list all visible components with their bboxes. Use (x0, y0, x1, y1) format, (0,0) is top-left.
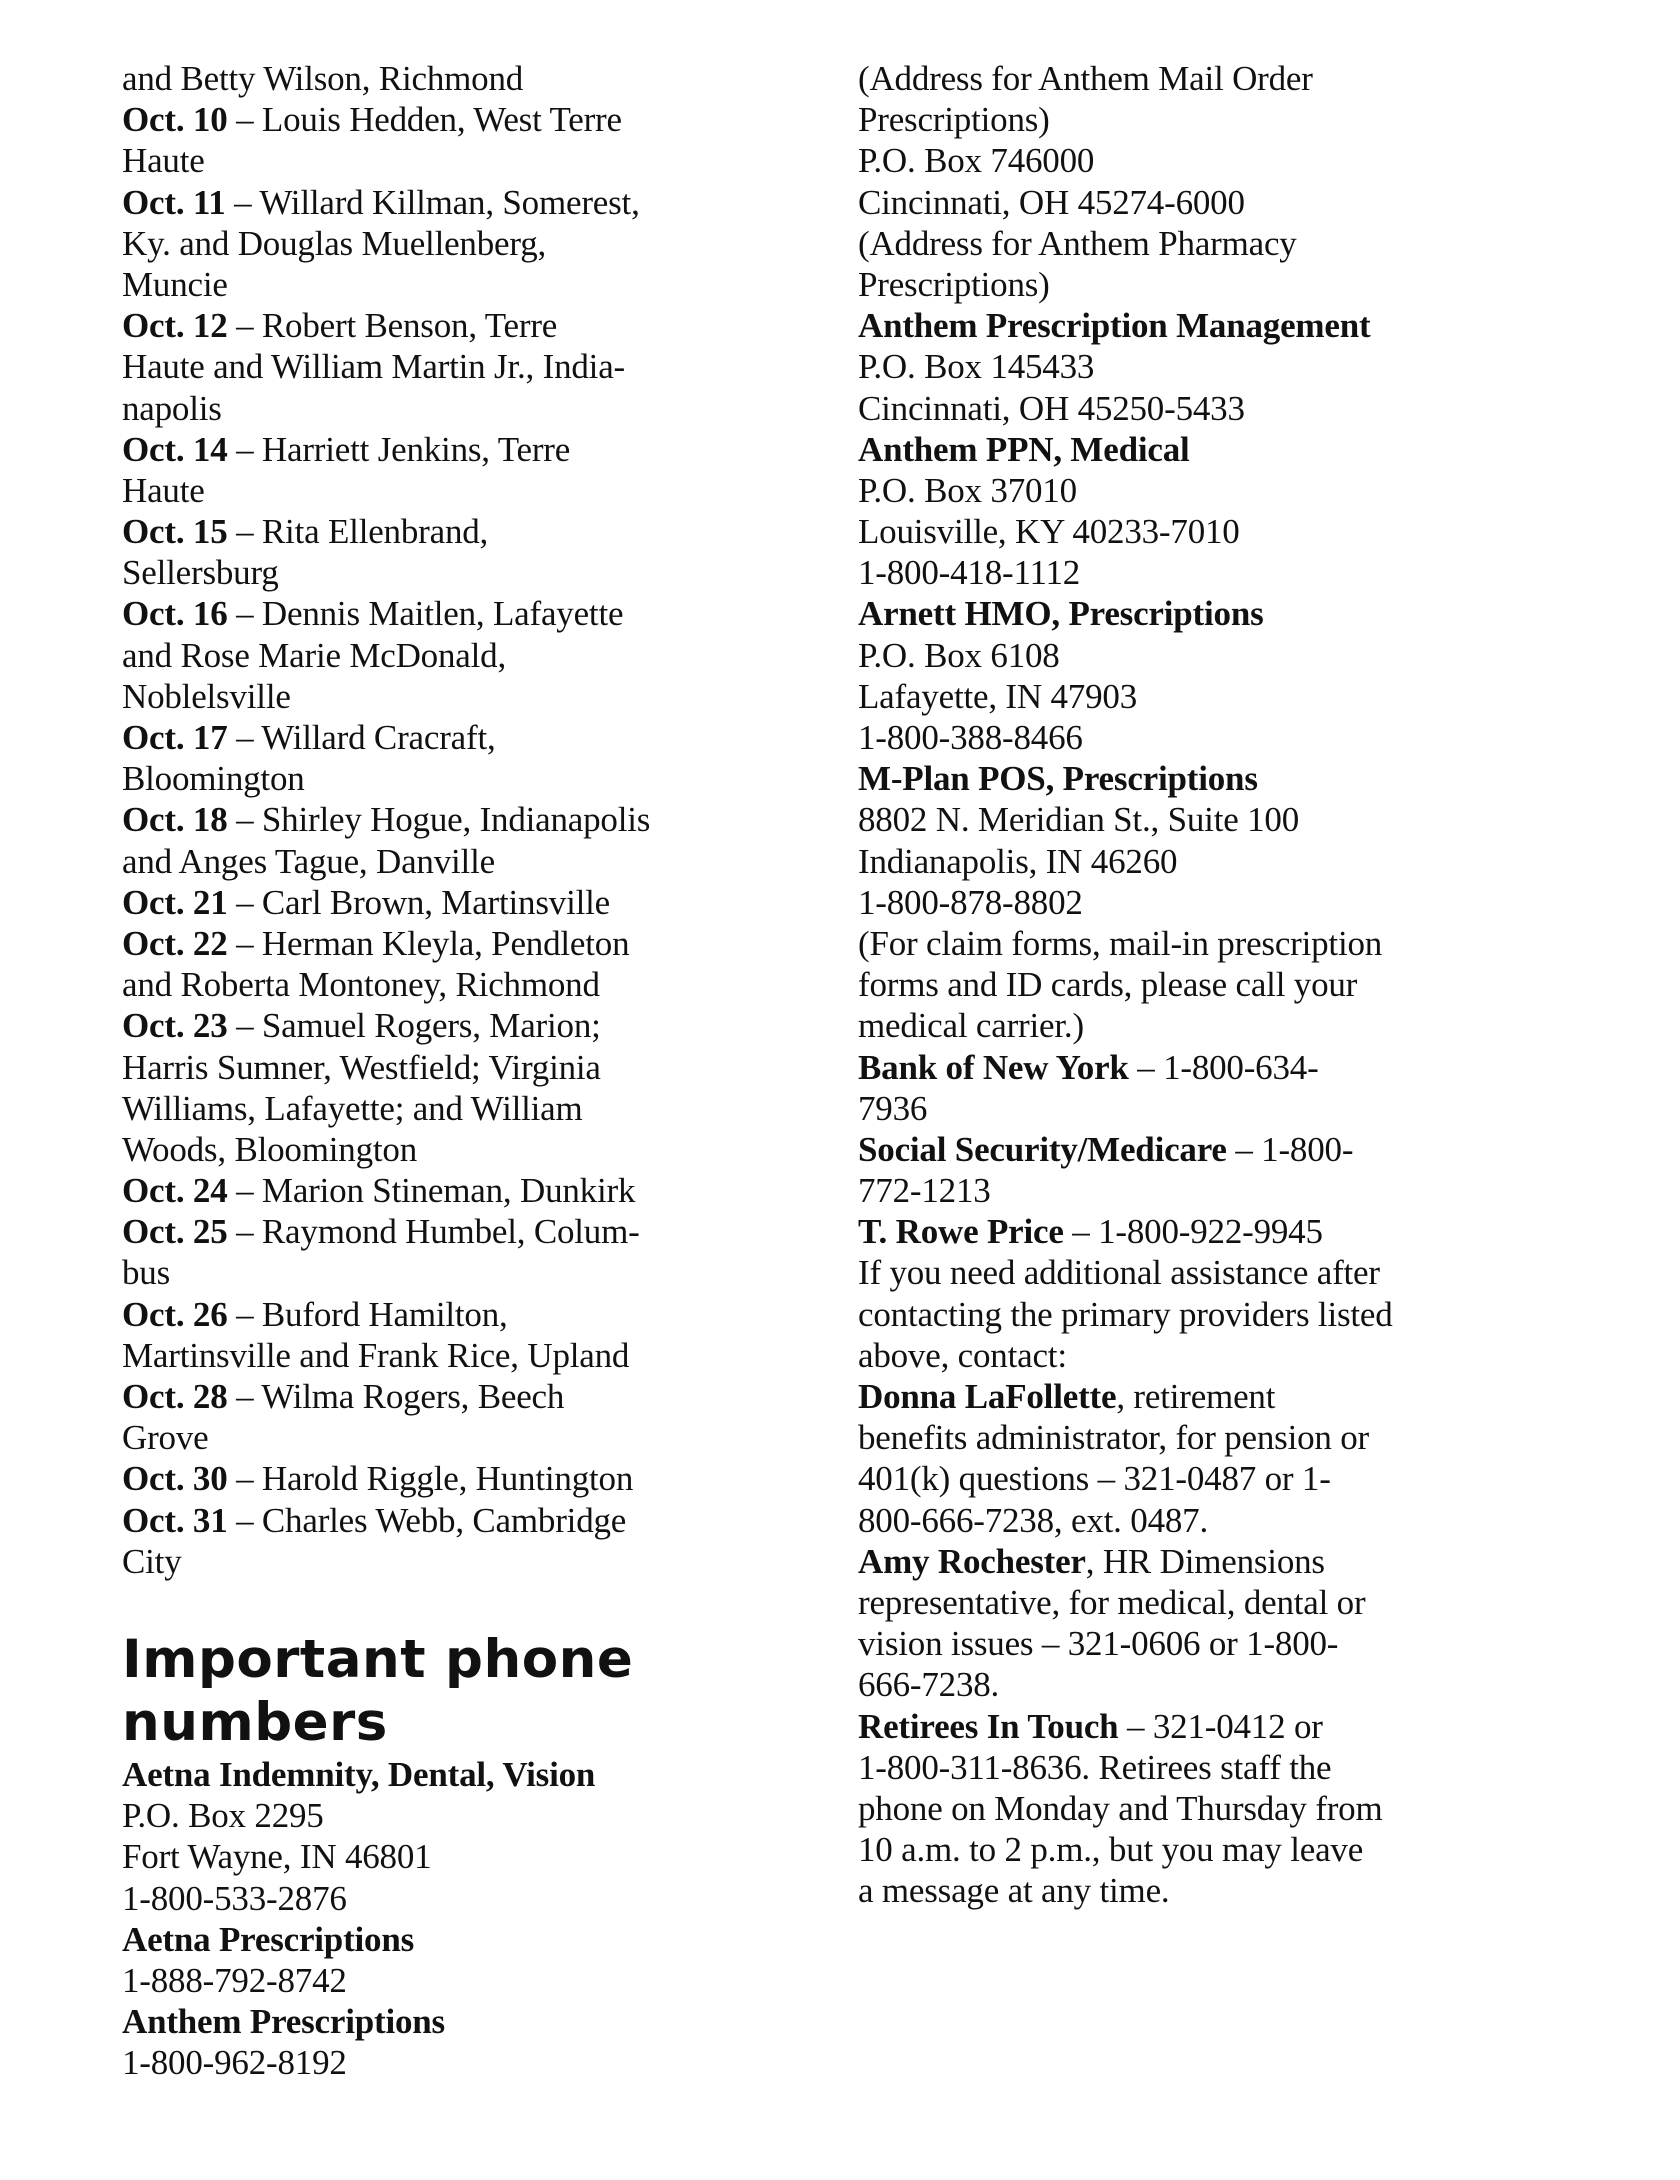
text-span: – Shirley Hogue, Indianapolis (227, 800, 651, 840)
bold-label: Bank of New York (858, 1047, 1129, 1087)
text-span: 1-800-311-8636. Retirees staff the (858, 1747, 1332, 1787)
text-span: 401(k) questions – 321-0487 or 1- (858, 1459, 1331, 1499)
text-line (122, 1376, 822, 1417)
text-line (858, 1170, 1578, 1211)
text-line (122, 1500, 822, 1541)
text-line (122, 717, 822, 758)
text-span: – Marion Stineman, Dunkirk (227, 1171, 636, 1211)
text-line (858, 182, 1578, 223)
text-span: 8802 N. Meridian St., Suite 100 (858, 800, 1300, 840)
text-line (122, 552, 822, 593)
phone-list-left (122, 1754, 822, 2084)
text-span: forms and ID cards, please call your (858, 965, 1358, 1005)
text-span: Prescriptions) (858, 264, 1050, 304)
bold-label: Anthem PPN, Medical (858, 429, 1190, 469)
bold-label: Oct. 30 (122, 1459, 228, 1499)
text-line (858, 1623, 1578, 1664)
bold-label: Oct. 10 (122, 100, 228, 140)
text-line (122, 1211, 822, 1252)
text-line (122, 841, 822, 882)
text-line (858, 1541, 1578, 1582)
text-span: 1-800-962-8192 (122, 2043, 347, 2083)
right-column (858, 58, 1578, 1911)
text-span: If you need additional assistance after (858, 1253, 1380, 1293)
text-span: vision issues – 321-0606 or 1-800- (858, 1624, 1339, 1664)
text-span: 1-800-418-1112 (858, 553, 1081, 593)
text-span: – Harriett Jenkins, Terre (227, 429, 571, 469)
text-line (858, 1788, 1578, 1829)
bold-label: Anthem Prescription Management (858, 306, 1371, 346)
text-span: representative, for medical, dental or (858, 1582, 1366, 1622)
text-line (122, 1960, 822, 2001)
text-span: and Roberta Montoney, Richmond (122, 965, 600, 1005)
text-span: , retirement (1116, 1377, 1276, 1416)
text-line (122, 223, 822, 264)
text-span: Grove (122, 1418, 209, 1458)
text-line (122, 1754, 822, 1795)
text-line (858, 223, 1578, 264)
text-line (858, 1005, 1578, 1046)
text-span: Williams, Lafayette; and William (122, 1088, 583, 1128)
text-line (858, 964, 1578, 1005)
text-line (122, 799, 822, 840)
text-span: – Carl Brown, Martinsville (227, 882, 610, 922)
bold-label: Oct. 15 (122, 512, 228, 552)
text-line (858, 1870, 1578, 1911)
bold-label: Anthem Prescriptions (122, 2002, 445, 2042)
text-line (122, 882, 822, 923)
text-line (858, 264, 1578, 305)
text-line (122, 1294, 822, 1335)
text-span: – Wilma Rogers, Beech (227, 1377, 565, 1416)
text-line (122, 758, 822, 799)
text-line (122, 58, 822, 99)
text-line (122, 388, 822, 429)
text-span: City (122, 1541, 182, 1581)
text-span: contacting the primary providers listed (858, 1294, 1393, 1334)
text-span: – Raymond Humbel, Colum- (227, 1212, 640, 1252)
bold-label: Oct. 16 (122, 594, 228, 634)
text-span: Noblelsville (122, 676, 291, 716)
text-line (858, 635, 1578, 676)
text-span: 666-7238. (858, 1665, 1000, 1705)
text-span: – Robert Benson, Terre (227, 306, 558, 346)
text-line (122, 1088, 822, 1129)
text-line (858, 1458, 1578, 1499)
bold-label: T. Rowe Price (858, 1212, 1064, 1252)
text-span: – Charles Webb, Cambridge (227, 1500, 627, 1540)
text-line (858, 1500, 1578, 1541)
text-span: Ky. and Douglas Muellenberg, (122, 223, 547, 263)
text-line (858, 305, 1578, 346)
phone-list-right (858, 58, 1578, 1911)
bold-label: Oct. 26 (122, 1294, 228, 1334)
text-line (122, 470, 822, 511)
birthday-list (122, 58, 822, 1582)
text-line (122, 346, 822, 387)
bold-label: Retirees In Touch (858, 1706, 1119, 1746)
bold-label: Oct. 17 (122, 718, 228, 757)
text-line (858, 1582, 1578, 1623)
bold-label: Oct. 25 (122, 1212, 228, 1252)
text-line (122, 429, 822, 470)
section-heading (122, 1628, 822, 1754)
text-span: – Willard Killman, Somerest, (225, 182, 640, 222)
text-line (858, 1335, 1578, 1376)
bold-label: Arnett HMO, Prescriptions (858, 594, 1264, 634)
text-span: (For claim forms, mail-in prescription (858, 923, 1383, 963)
text-line (858, 1829, 1578, 1870)
text-span: Harris Sumner, Westfield; Virginia (122, 1047, 601, 1087)
text-span: – Rita Ellenbrand, (227, 512, 489, 552)
text-span: Muncie (122, 264, 228, 304)
text-line (122, 635, 822, 676)
text-line (122, 1458, 822, 1499)
text-line (858, 758, 1578, 799)
text-span: Bloomington (122, 759, 305, 799)
text-span: Haute (122, 141, 205, 181)
bold-label: Oct. 23 (122, 1006, 228, 1046)
text-line (858, 99, 1578, 140)
bold-label: M-Plan POS, Prescriptions (858, 759, 1258, 799)
text-span: 772-1213 (858, 1171, 991, 1211)
bold-label: Oct. 31 (122, 1500, 228, 1540)
text-span: Prescriptions) (858, 100, 1050, 140)
text-line (858, 1252, 1578, 1293)
text-line (858, 799, 1578, 840)
text-span: – 1-800- (1226, 1129, 1354, 1169)
text-span: (Address for Anthem Mail Order (858, 59, 1313, 98)
text-span: benefits administrator, for pension or (858, 1418, 1370, 1458)
text-span: – Buford Hamilton, (227, 1294, 508, 1334)
text-line (122, 1005, 822, 1046)
text-line (122, 1047, 822, 1088)
text-span: Louisville, KY 40233-7010 (858, 512, 1240, 552)
text-span: – Dennis Maitlen, Lafayette (227, 594, 624, 634)
text-span: P.O. Box 145433 (858, 347, 1095, 387)
text-span: Lafayette, IN 47903 (858, 676, 1138, 716)
text-line (122, 182, 822, 223)
text-line (858, 429, 1578, 470)
text-line (858, 1376, 1578, 1417)
text-line (122, 964, 822, 1005)
text-line (122, 2001, 822, 2042)
text-line (122, 593, 822, 634)
text-line (122, 1335, 822, 1376)
text-span: – 321-0412 or (1118, 1706, 1323, 1746)
text-span: bus (122, 1253, 171, 1293)
text-line (858, 140, 1578, 181)
text-span: P.O. Box 2295 (122, 1796, 324, 1836)
text-span: , HR Dimensions (1085, 1541, 1325, 1581)
text-span: P.O. Box 746000 (858, 141, 1095, 181)
text-span: – Louis Hedden, West Terre (227, 100, 622, 140)
text-line (858, 593, 1578, 634)
bold-label: Oct. 21 (122, 882, 228, 922)
text-span: above, contact: (858, 1335, 1067, 1375)
bold-label: Aetna Indemnity, Dental, Vision (122, 1754, 596, 1794)
text-line (122, 99, 822, 140)
text-span: 1-800-878-8802 (858, 882, 1083, 922)
text-line (858, 1294, 1578, 1335)
text-line (858, 1747, 1578, 1788)
text-line (858, 511, 1578, 552)
bold-label: Oct. 11 (122, 182, 226, 222)
text-line (122, 1919, 822, 1960)
text-line (858, 841, 1578, 882)
text-span: Haute and William Martin Jr., India- (122, 347, 625, 387)
left-column (122, 58, 822, 2083)
text-line (858, 676, 1578, 717)
text-span: Fort Wayne, IN 46801 (122, 1837, 432, 1877)
bold-label: Oct. 24 (122, 1171, 228, 1211)
text-line (858, 552, 1578, 593)
text-span: and Betty Wilson, Richmond (122, 59, 524, 98)
text-span: (Address for Anthem Pharmacy (858, 223, 1297, 263)
text-span: P.O. Box 6108 (858, 635, 1060, 675)
text-line (122, 264, 822, 305)
text-span: – 1-800-634- (1128, 1047, 1319, 1087)
text-span: phone on Monday and Thursday from (858, 1788, 1383, 1828)
text-span: 7936 (858, 1088, 928, 1128)
text-line (858, 923, 1578, 964)
text-line (858, 717, 1578, 758)
bold-label: Oct. 28 (122, 1377, 228, 1416)
text-line (122, 923, 822, 964)
text-span: – Herman Kleyla, Pendleton (227, 923, 630, 963)
text-span: P.O. Box 37010 (858, 470, 1077, 510)
text-span: – Samuel Rogers, Marion; (227, 1006, 601, 1046)
heading-line-2: numbers (122, 1691, 388, 1753)
text-line (122, 1795, 822, 1836)
text-span: 10 a.m. to 2 p.m., but you may leave (858, 1830, 1364, 1870)
text-span: Cincinnati, OH 45274-6000 (858, 182, 1245, 222)
text-span: – 1-800-922-9945 (1063, 1212, 1323, 1252)
text-line (122, 1252, 822, 1293)
text-span: a message at any time. (858, 1871, 1170, 1911)
bold-label: Oct. 14 (122, 429, 228, 469)
text-line (858, 1664, 1578, 1705)
text-line (858, 1706, 1578, 1747)
text-line (122, 1129, 822, 1170)
text-line (858, 1129, 1578, 1170)
text-span: 1-800-388-8466 (858, 718, 1083, 757)
text-line (122, 2042, 822, 2083)
text-span: 1-888-792-8742 (122, 1960, 347, 2000)
text-line (858, 470, 1578, 511)
text-line (858, 1211, 1578, 1252)
text-span: Woods, Bloomington (122, 1129, 417, 1169)
text-line (122, 1541, 822, 1582)
text-span: Indianapolis, IN 46260 (858, 841, 1178, 881)
text-line (858, 882, 1578, 923)
text-line (122, 140, 822, 181)
text-line (122, 511, 822, 552)
bold-label: Social Security/Medicare (858, 1129, 1227, 1169)
bold-label: Oct. 18 (122, 800, 228, 840)
bold-label: Oct. 22 (122, 923, 228, 963)
text-span: 800-666-7238, ext. 0487. (858, 1500, 1209, 1540)
bold-label: Donna LaFollette (858, 1377, 1117, 1416)
bold-label: Aetna Prescriptions (122, 1919, 415, 1959)
text-span: – Willard Cracraft, (227, 718, 496, 757)
bold-label: Oct. 12 (122, 306, 228, 346)
text-line (122, 1878, 822, 1919)
text-span: Cincinnati, OH 45250-5433 (858, 388, 1245, 428)
text-line (858, 1088, 1578, 1129)
text-line (122, 676, 822, 717)
text-span: 1-800-533-2876 (122, 1878, 347, 1918)
text-line (122, 305, 822, 346)
text-span: Sellersburg (122, 553, 279, 593)
text-span: medical carrier.) (858, 1006, 1084, 1046)
text-line (858, 1417, 1578, 1458)
text-span: Martinsville and Frank Rice, Upland (122, 1335, 630, 1375)
text-span: Haute (122, 470, 205, 510)
text-line (858, 58, 1578, 99)
text-line (858, 346, 1578, 387)
text-line (858, 1047, 1578, 1088)
text-span: napolis (122, 388, 222, 428)
heading-line-1: Important phone (122, 1628, 634, 1690)
bold-label: Amy Rochester (858, 1541, 1086, 1581)
text-span: – Harold Riggle, Huntington (227, 1459, 634, 1499)
text-line (122, 1417, 822, 1458)
text-span: and Rose Marie McDonald, (122, 635, 506, 675)
text-line (122, 1836, 822, 1877)
text-line (858, 388, 1578, 429)
text-line (122, 1170, 822, 1211)
text-span: and Anges Tague, Danville (122, 841, 495, 881)
